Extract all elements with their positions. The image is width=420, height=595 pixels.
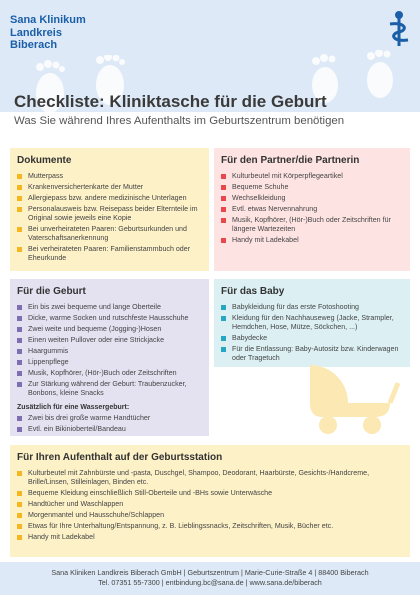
bullet-square-icon bbox=[17, 327, 22, 332]
item-text: Morgenmantel und Hausschuhe/Schlappen bbox=[28, 511, 165, 519]
item-text: Allergiepass bzw. andere medizinische Unterlagen bbox=[28, 194, 187, 202]
list-item bbox=[221, 205, 404, 214]
section-geburt bbox=[10, 279, 209, 436]
item-text: Evtl. ein Bikinioberteil/Bandeau bbox=[28, 425, 126, 433]
item-text: Handy mit Ladekabel bbox=[28, 533, 95, 541]
clinic-logo bbox=[10, 14, 86, 52]
bullet-square-icon bbox=[17, 196, 22, 201]
item-text: Bequeme Schuhe bbox=[232, 183, 289, 191]
logo-line: Landkreis bbox=[10, 26, 62, 39]
list-item bbox=[221, 172, 404, 181]
bullet-square-icon bbox=[221, 238, 226, 243]
list-item bbox=[17, 347, 203, 356]
item-text: Mutterpass bbox=[28, 172, 64, 180]
list-item bbox=[17, 245, 203, 263]
list-item bbox=[17, 425, 203, 434]
list-item bbox=[221, 183, 404, 192]
item-text: Kulturbeutel mit Zahnbürste und -pasta, Duschgel, Shampoo, Deodorant, Haarbürste, Gesichts-/Handcreme, Brille/Linsen, Stilleinlagen, Binden etc. bbox=[28, 469, 370, 486]
item-text: Haargummis bbox=[28, 347, 69, 355]
bullet-square-icon bbox=[17, 491, 22, 496]
checklist bbox=[17, 172, 203, 263]
item-text: Personalausweis bzw. Reisepass beider Elternteile im Original sowie jeweils eine Kopie bbox=[28, 205, 198, 222]
list-item bbox=[17, 500, 404, 509]
list-item bbox=[17, 522, 404, 531]
list-item bbox=[17, 303, 203, 312]
bullet-square-icon bbox=[221, 185, 226, 190]
page-subtitle: Was Sie während Ihres Aufenthalts im Geburtszentrum benötigen bbox=[14, 115, 345, 127]
water-birth-checklist bbox=[17, 414, 203, 434]
bullet-square-icon bbox=[221, 218, 226, 223]
bullet-square-icon bbox=[221, 207, 226, 212]
baby-carriage-illustration bbox=[290, 355, 405, 435]
list-item bbox=[17, 194, 203, 203]
list-item bbox=[221, 334, 404, 343]
section-aufenthalt bbox=[10, 445, 410, 557]
item-text: Zwei bis drei große warme Handtücher bbox=[28, 414, 151, 422]
footer-address: Sana Kliniken Landkreis Biberach GmbH | Geburtszentrum | Marie-Curie-Straße 4 | 88400 Biberach bbox=[51, 568, 369, 577]
bullet-square-icon bbox=[221, 196, 226, 201]
sana-emblem-icon bbox=[386, 10, 412, 48]
item-text: Musik, Kopfhörer, (Hör-)Buch oder Zeitschriften für längere Wartezeiten bbox=[232, 216, 391, 233]
section-heading: Für den Partner/die Partnerin bbox=[221, 155, 360, 166]
list-item bbox=[221, 194, 404, 203]
footer-contact: Tel. 07351 55-7300 | entbindung.bc@sana.de | www.sana.de/biberach bbox=[98, 578, 322, 587]
bullet-square-icon bbox=[17, 316, 22, 321]
list-item bbox=[17, 205, 203, 223]
bullet-square-icon bbox=[17, 535, 22, 540]
page-title: Checkliste: Kliniktasche für die Geburt bbox=[14, 92, 327, 111]
section-dokumente bbox=[10, 148, 209, 271]
item-text: Dicke, warme Socken und rutschfeste Hausschuhe bbox=[28, 314, 189, 322]
list-item bbox=[221, 303, 404, 312]
item-text: Evtl. etwas Nervennahrung bbox=[232, 205, 318, 213]
logo-line: Biberach bbox=[10, 39, 58, 51]
bullet-square-icon bbox=[17, 247, 22, 252]
bullet-square-icon bbox=[17, 360, 22, 365]
list-item bbox=[17, 533, 404, 542]
item-text: Kulturbeutel mit Körperpflegeartikel bbox=[232, 172, 343, 180]
item-text: Zwei weite und bequeme (Jogging-)Hosen bbox=[28, 325, 162, 333]
section-partner bbox=[214, 148, 410, 271]
bullet-square-icon bbox=[17, 305, 22, 310]
section-heading: Dokumente bbox=[17, 155, 72, 166]
list-item bbox=[17, 511, 404, 520]
item-text: Bei unverheirateten Paaren: Geburtsurkunden und Vaterschaftsanerkennung bbox=[28, 225, 187, 242]
list-item bbox=[17, 225, 203, 243]
list-item bbox=[17, 314, 203, 323]
logo-line: Sana Klinikum bbox=[10, 14, 86, 26]
list-item bbox=[17, 183, 203, 192]
list-item bbox=[17, 358, 203, 367]
item-text: Wechselkleidung bbox=[232, 194, 286, 202]
bullet-square-icon bbox=[17, 513, 22, 518]
list-item bbox=[17, 336, 203, 345]
bullet-square-icon bbox=[17, 524, 22, 529]
item-text: Krankenversichertenkarte der Mutter bbox=[28, 183, 144, 191]
bullet-square-icon bbox=[17, 174, 22, 179]
bullet-square-icon bbox=[221, 336, 226, 341]
checklist bbox=[17, 469, 404, 542]
item-text: Ein bis zwei bequeme und lange Oberteile bbox=[28, 303, 161, 311]
bullet-square-icon bbox=[17, 207, 22, 212]
item-text: Babykleidung für das erste Fotoshooting bbox=[232, 303, 359, 311]
list-item bbox=[221, 236, 404, 245]
list-item bbox=[17, 369, 203, 378]
bullet-square-icon bbox=[17, 349, 22, 354]
bullet-square-icon bbox=[17, 382, 22, 387]
water-birth-subheading: Zusätzlich für eine Wassergeburt: bbox=[17, 404, 130, 411]
bullet-square-icon bbox=[221, 305, 226, 310]
bullet-square-icon bbox=[221, 174, 226, 179]
item-text: Musik, Kopfhörer, (Hör-)Buch oder Zeitschriften bbox=[28, 369, 177, 377]
bullet-square-icon bbox=[17, 185, 22, 190]
list-item bbox=[17, 172, 203, 181]
bullet-square-icon bbox=[17, 227, 22, 232]
section-baby bbox=[214, 279, 410, 367]
list-item bbox=[17, 325, 203, 334]
item-text: Kleidung für den Nachhauseweg (Jacke, Strampler, Hemdchen, Hose, Mütze, Söckchen, ...) bbox=[232, 314, 394, 331]
item-text: Handtücher und Waschlappen bbox=[28, 500, 124, 508]
list-item bbox=[17, 414, 203, 423]
item-text: Bequeme Kleidung einschließlich Still-Oberteile und -BHs sowie Unterwäsche bbox=[28, 489, 273, 497]
bullet-square-icon bbox=[17, 416, 22, 421]
bullet-square-icon bbox=[221, 316, 226, 321]
item-text: Handy mit Ladekabel bbox=[232, 236, 299, 244]
item-text: Babydecke bbox=[232, 334, 268, 342]
bullet-square-icon bbox=[17, 471, 22, 476]
list-item bbox=[17, 380, 203, 398]
item-text: Bei verheirateten Paaren: Familienstammbuch oder Eheurkunde bbox=[28, 245, 191, 262]
item-text: Für die Entlassung: Baby-Autositz bzw. Kinderwagen oder Tragetuch bbox=[232, 345, 399, 362]
section-heading: Für Ihren Aufenthalt auf der Geburtsstation bbox=[17, 452, 223, 463]
checklist bbox=[221, 172, 404, 245]
bullet-square-icon bbox=[17, 371, 22, 376]
bullet-square-icon bbox=[17, 338, 22, 343]
item-text: Zur Stärkung während der Geburt: Traubenzucker, Bonbons, kleine Snacks bbox=[28, 380, 187, 397]
bullet-square-icon bbox=[221, 347, 226, 352]
section-heading: Für die Geburt bbox=[17, 286, 86, 297]
list-item bbox=[221, 314, 404, 332]
item-text: Etwas für Ihre Unterhaltung/Entspannung, z. B. Lieblingssnacks, Zeitschriften, Musik, Bücher etc. bbox=[28, 522, 334, 530]
list-item bbox=[221, 216, 404, 234]
checklist bbox=[17, 303, 203, 398]
bullet-square-icon bbox=[17, 502, 22, 507]
checklist bbox=[221, 303, 404, 363]
list-item bbox=[17, 469, 404, 487]
item-text: Lippenpflege bbox=[28, 358, 69, 366]
page-footer bbox=[0, 562, 420, 595]
bullet-square-icon bbox=[17, 427, 22, 432]
item-text: Einen weiten Pullover oder eine Strickjacke bbox=[28, 336, 165, 344]
list-item bbox=[17, 489, 404, 498]
section-heading: Für das Baby bbox=[221, 286, 285, 297]
